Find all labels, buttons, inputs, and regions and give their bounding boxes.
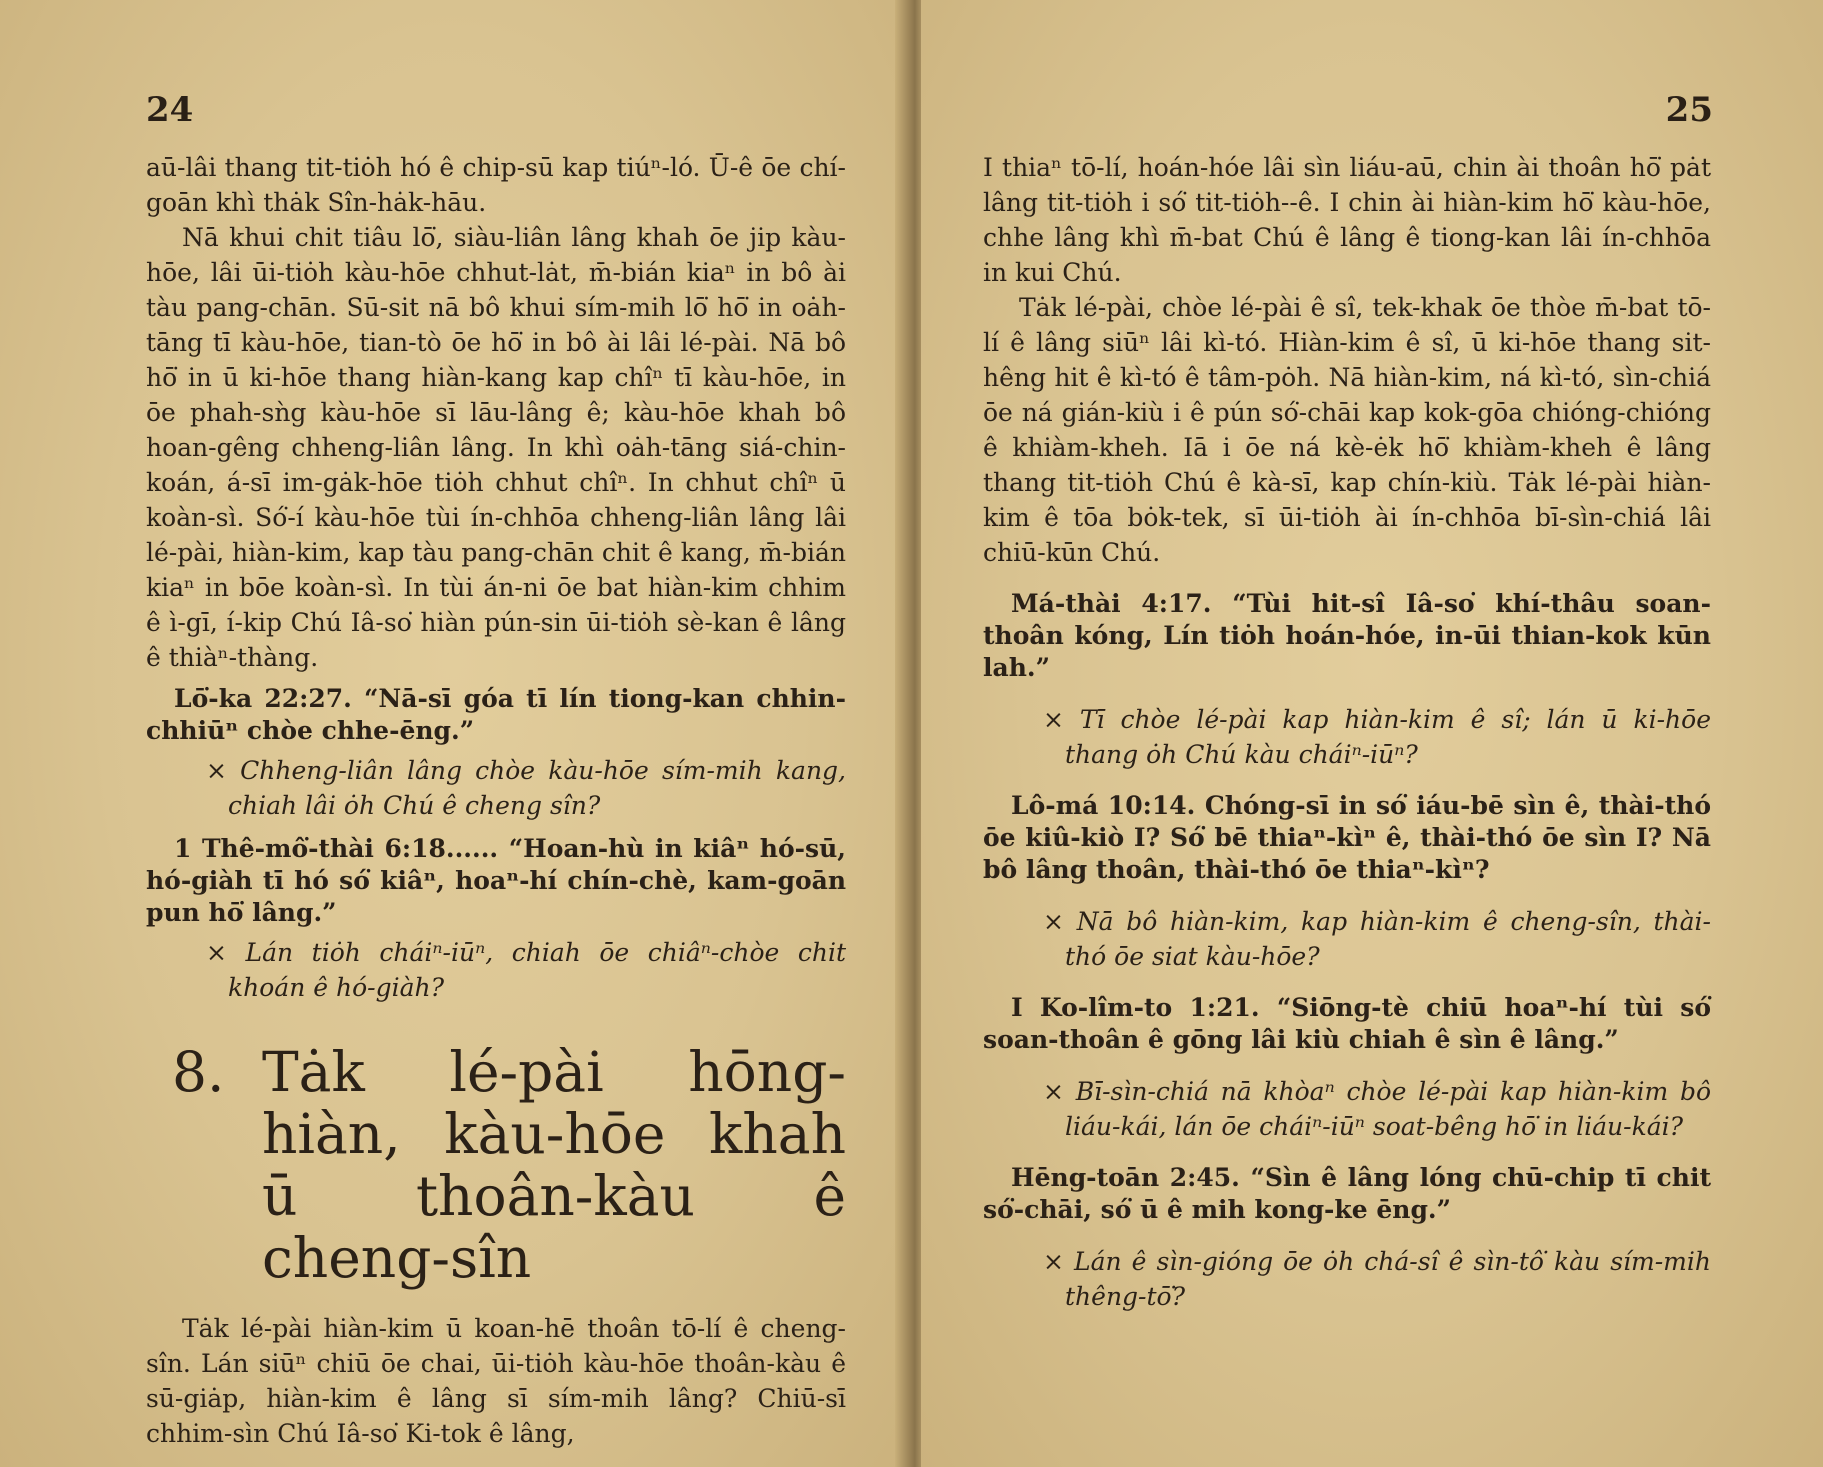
study-question (168, 935, 846, 1005)
scripture-reference (983, 1162, 1711, 1226)
reference-text: “Tùi hit-sî Iâ-so͘ khí-thâu soan-thoân kóng, Lín tiȯh hoán-hóe, in-ūi thian-kok kūn lah.” (983, 589, 1711, 682)
section-title: Tȧk lé-pài hōng-hiàn, kàu-hōe khah ū thoân-kàu ê cheng-sîn (262, 1040, 846, 1290)
study-question (1005, 1074, 1711, 1144)
question-text: Lán tiȯh cháiⁿ-iūⁿ, chiah ōe chiâⁿ-chòe chit khoán ê hó-giàh? (228, 938, 846, 1002)
reference-text: “Siōng-tè chiū hoaⁿ-hí tùi só͘ soan-thoân ê gōng lâi kiù chiah ê sìn ê lâng.” (983, 993, 1711, 1054)
study-question (168, 753, 846, 823)
paragraph: Tȧk lé-pài hiàn-kim ū koan-hē thoân tō-lí ê cheng-sîn. Lán siūⁿ chiū ōe chai, ūi-tiȯh kàu-hōe thoân-kàu ê sū-giȧp, hiàn-kim ê lâng sī sím-mih lâng? Chiū-sī chhim-sìn Chú Iâ-so͘ Ki-tok ê lâng, (146, 1314, 846, 1448)
reference-citation: Hēng-toān 2:45. (1011, 1163, 1240, 1192)
reference-citation: Lō͘-ka 22:27. (174, 684, 352, 713)
reference-citation: Lô-má 10:14. (1011, 791, 1196, 820)
paragraph: aū-lâi thang tit-tiȯh hó ê chip-sū kap tiúⁿ-ló. Ū-ê ōe chí-goān khì thȧk Sîn-hȧk-hāu. (146, 153, 846, 217)
reference-text: “Sìn ê lâng lóng chū-chip tī chit só͘-chāi, só͘ ū ê mih kong-ke ēng.” (983, 1163, 1711, 1224)
page-number-left: 24 (146, 90, 194, 130)
question-mark-icon: × (1043, 907, 1064, 936)
scripture-reference (146, 833, 846, 929)
scripture-reference (146, 683, 846, 747)
scripture-reference (983, 992, 1711, 1056)
paragraph: Tȧk lé-pài, chòe lé-pài ê sî, tek-khak ōe thòe m̄-bat tō-lí ê lâng siūⁿ lâi kì-tó. Hiàn-kim ê sî, ū ki-hōe thang sit-hêng hit ê kì-tó ê tâm-pȯh. Nā hiàn-kim, ná kì-tó, sìn-chiá ōe ná gián-kiù i ê pún só͘-chāi kap kok-gōa chióng-chióng ê khiàm-kheh. Iā i ōe ná kè-ėk hō͘ khiàm-kheh ê lâng thang tit-tiȯh Chú ê kà-sī, kap chín-kiù. Tȧk lé-pài hiàn-kim ê tōa bȯk-tek, sī ūi-tiȯh ài ín-chhōa bī-sìn-chiá lâi chiū-kūn Chú. (983, 293, 1711, 567)
question-text: Tī chòe lé-pài kap hiàn-kim ê sî; lán ū ki-hōe thang ȯh Chú kàu cháiⁿ-iūⁿ? (1065, 705, 1711, 769)
reference-text: Chóng-sī in só͘ iáu-bē sìn ê, thài-thó ōe kiû-kiò I? Só͘ bē thiaⁿ-kìⁿ ê, thài-thó ōe sìn I? Nā bô lâng thoân, thài-thó ōe thiaⁿ-kìⁿ? (983, 791, 1711, 884)
question-mark-icon: × (1043, 1247, 1064, 1276)
question-mark-icon: × (1043, 705, 1064, 734)
page-number-right: 25 (1665, 90, 1713, 130)
question-text: Nā bô hiàn-kim, kap hiàn-kim ê cheng-sîn, thài-thó ōe siat kàu-hōe? (1065, 907, 1711, 971)
study-question (1005, 1244, 1711, 1314)
question-mark-icon: × (206, 756, 227, 785)
reference-citation: 1 Thê-mô͘-thài 6:18...... (174, 834, 499, 863)
reference-citation: Má-thài 4:17. (1011, 589, 1212, 618)
question-text: Bī-sìn-chiá nā khòaⁿ chòe lé-pài kap hiàn-kim bô liáu-kái, lán ōe cháiⁿ-iūⁿ soat-bêng hō͘ in liáu-kái? (1065, 1077, 1712, 1141)
paragraph: Nā khui chit tiâu lō͘, siàu-liân lâng khah ōe jip kàu-hōe, lâi ūi-tiȯh kàu-hōe chhut-lȧt, m̄-bián kiaⁿ in bô ài tàu pang-chān. Sū-sit nā bô khui sím-mih lō͘ hō͘ in oȧh-tāng tī kàu-hōe, tian-tò ōe hō͘ in bô ài lâi lé-pài. Nā bô hō͘ in ū ki-hōe thang hiàn-kang kap chîⁿ tī kàu-hōe, in ōe phah-sǹg kàu-hōe sī lāu-lâng ê; kàu-hōe khah bô hoan-gêng chheng-liân lâng. In khì oȧh-tāng siá-chin-koán, á-sī im-gȧk-hōe tiȯh chhut chîⁿ. In chhut chîⁿ ū koàn-sì. Só͘-í kàu-hōe tùi ín-chhōa chheng-liân lâng lâi lé-pài, hiàn-kim, kap tàu pang-chān chit ê kang, m̄-bián kiaⁿ in bōe koàn-sì. In tùi án-ni ōe bat hiàn-kim chhim ê ì-gī, í-kip Chú Iâ-so͘ hiàn pún-sin ūi-tiȯh sè-kan ê lâng ê thiàⁿ-thàng. (146, 223, 846, 672)
question-mark-icon: × (1043, 1077, 1064, 1106)
reference-citation: I Ko-lîm-to 1:21. (1011, 993, 1260, 1022)
section-heading (146, 1041, 846, 1289)
left-page (0, 0, 905, 1467)
right-text-column (983, 150, 1711, 1314)
paragraph: I thiaⁿ tō-lí, hoán-hóe lâi sìn liáu-aū, chin ài thoân hō͘ pȧt lâng tit-tiȯh i só͘ tit-tiȯh--ê. I chin ài hiàn-kim hō͘ kàu-hōe, chhe lâng khì m̄-bat Chú ê lâng ê tiong-kan lâi ín-chhōa in kui Chú. (983, 153, 1711, 287)
reference-text: “Nā-sī góa tī lín tiong-kan chhin-chhiūⁿ chòe chhe-ēng.” (146, 684, 846, 745)
section-number: 8. (172, 1040, 225, 1104)
right-page (921, 0, 1823, 1467)
scripture-reference (983, 588, 1711, 684)
question-text: Lán ê sìn-gióng ōe ȯh chá-sî ê sìn-tô͘ kàu sím-mih thêng-tō͘? (1065, 1247, 1711, 1311)
reference-text: “Hoan-hù in kiâⁿ hó-sū, hó-giàh tī hó só͘ kiâⁿ, hoaⁿ-hí chín-chè, kam-goān pun hō͘ lâng.” (146, 834, 846, 927)
study-question (1005, 904, 1711, 974)
question-text: Chheng-liân lâng chòe kàu-hōe sím-mih kang, chiah lâi ȯh Chú ê cheng sîn? (228, 756, 846, 820)
question-mark-icon: × (206, 938, 227, 967)
scripture-reference (983, 790, 1711, 886)
study-question (1005, 702, 1711, 772)
left-text-column (146, 150, 846, 1451)
